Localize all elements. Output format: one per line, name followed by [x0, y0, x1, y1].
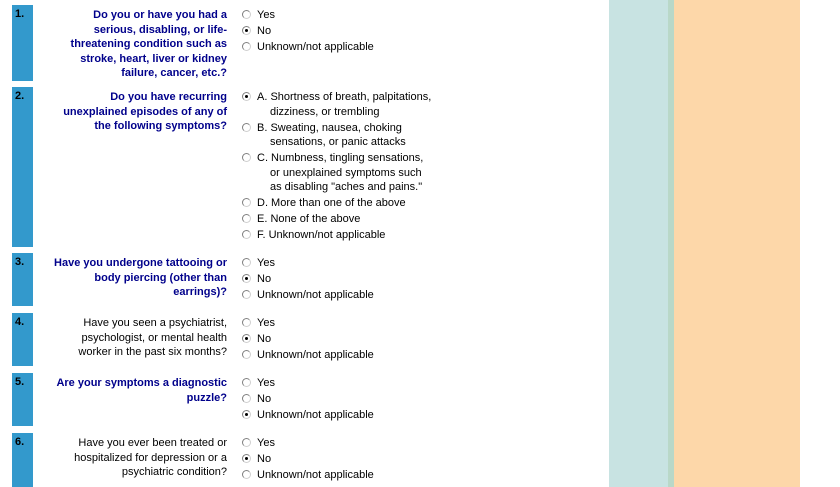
answer-option-label: Yes [257, 437, 275, 449]
answer-option-label: Unknown/not applicable [257, 349, 374, 361]
radio-unchecked-icon[interactable] [242, 470, 251, 479]
answer-option-label: No [257, 273, 272, 285]
radio-unchecked-icon[interactable] [242, 258, 251, 267]
answer-option[interactable] [242, 8, 482, 23]
question-text-line: threatening condition such as [70, 38, 227, 50]
question-text-line: worker in the past six months? [78, 346, 227, 358]
answer-options [242, 90, 482, 244]
question-number: 2. [12, 87, 33, 247]
radio-unchecked-icon[interactable] [242, 198, 251, 207]
question-text-line: Have you undergone tattooing or [54, 257, 227, 269]
answer-option-label: Unknown/not applicable [257, 469, 374, 481]
question-text-line: the following symptoms? [94, 120, 227, 132]
answer-option[interactable] [242, 332, 482, 347]
answer-option[interactable] [242, 316, 482, 331]
question-2 [0, 87, 600, 247]
question-number: 3. [12, 253, 33, 306]
side-column-teal [609, 0, 668, 487]
question-text-line: serious, disabling, or life- [93, 23, 227, 36]
answer-option-label: as disabling "aches and pains." [270, 181, 423, 193]
answer-option[interactable] [242, 212, 482, 227]
question-text-line: Are your symptoms a diagnostic [56, 377, 227, 389]
radio-checked-icon[interactable] [242, 334, 251, 343]
radio-checked-icon[interactable] [242, 26, 251, 35]
answer-option-label: Unknown/not applicable [257, 289, 374, 301]
radio-unchecked-icon[interactable] [242, 214, 251, 223]
answer-option-label: Unknown/not applicable [257, 409, 374, 421]
question-4 [0, 313, 600, 366]
answer-option-label: C. Numbness, tingling sensations, [257, 152, 424, 164]
question-6 [0, 433, 600, 487]
answer-option-label: B. Sweating, nausea, choking [257, 121, 402, 134]
question-text-line: Do you or have you had a [93, 9, 227, 21]
answer-option-label: A. Shortness of breath, palpitations, [257, 91, 432, 103]
question-number: 4. [12, 313, 33, 366]
answer-option-label: Yes [257, 257, 275, 269]
answer-option[interactable] [242, 348, 482, 363]
radio-unchecked-icon[interactable] [242, 438, 251, 447]
question-text-line: puzzle? [186, 391, 227, 404]
answer-option-label: No [257, 333, 272, 345]
question-text-line: earrings)? [173, 286, 227, 298]
answer-option[interactable] [242, 392, 482, 407]
question-text [38, 256, 227, 300]
answer-option-label: D. More than one of the above [257, 197, 406, 209]
radio-unchecked-icon[interactable] [242, 318, 251, 327]
answer-option-label: Yes [257, 317, 275, 329]
question-text-line: Have you ever been treated or [78, 437, 227, 449]
radio-checked-icon[interactable] [242, 274, 251, 283]
answer-option[interactable] [242, 272, 482, 287]
radio-checked-icon[interactable] [242, 92, 251, 101]
question-text [38, 316, 227, 360]
answer-option[interactable] [242, 436, 482, 451]
question-3 [0, 253, 600, 306]
radio-checked-icon[interactable] [242, 410, 251, 419]
question-5 [0, 373, 600, 426]
radio-unchecked-icon[interactable] [242, 378, 251, 387]
answer-option-label: Yes [257, 9, 275, 21]
answer-option[interactable] [242, 196, 482, 211]
answer-option[interactable] [242, 452, 482, 467]
answer-option[interactable] [242, 151, 482, 195]
radio-unchecked-icon[interactable] [242, 290, 251, 299]
answer-option[interactable] [242, 376, 482, 391]
question-text [38, 90, 227, 134]
answer-option-label: No [257, 453, 272, 465]
question-text-line: psychologist, or mental health [81, 331, 227, 344]
answer-option-label: No [257, 25, 272, 37]
answer-option[interactable] [242, 90, 482, 119]
question-text-line: body piercing (other than [94, 271, 227, 284]
answer-options [242, 8, 482, 56]
radio-unchecked-icon[interactable] [242, 10, 251, 19]
answer-option-label: or unexplained symptoms such [270, 166, 422, 179]
answer-options [242, 316, 482, 364]
question-text-line: psychiatric condition? [121, 466, 227, 478]
radio-unchecked-icon[interactable] [242, 153, 251, 162]
question-1 [0, 5, 600, 81]
question-text [38, 8, 227, 81]
question-number: 5. [12, 373, 33, 426]
answer-option[interactable] [242, 24, 482, 39]
answer-option[interactable] [242, 468, 482, 483]
question-text-line: hospitalized for depression or a [74, 451, 227, 464]
question-text-line: unexplained episodes of any of [63, 105, 227, 118]
answer-option-label: No [257, 393, 272, 405]
radio-checked-icon[interactable] [242, 454, 251, 463]
radio-unchecked-icon[interactable] [242, 123, 251, 132]
answer-option[interactable] [242, 288, 482, 303]
answer-option[interactable] [242, 40, 482, 55]
answer-options [242, 256, 482, 304]
answer-options [242, 376, 482, 424]
question-number: 6. [12, 433, 33, 487]
question-text-line: Have you seen a psychiatrist, [83, 317, 227, 329]
answer-option[interactable] [242, 121, 482, 150]
question-text [38, 376, 227, 405]
question-text-line: failure, cancer, etc.? [121, 67, 227, 79]
question-text-line: stroke, heart, liver or kidney [80, 52, 227, 65]
question-text [38, 436, 227, 480]
radio-unchecked-icon[interactable] [242, 350, 251, 359]
answer-option-label: Unknown/not applicable [257, 41, 374, 53]
answer-option[interactable] [242, 256, 482, 271]
radio-unchecked-icon[interactable] [242, 42, 251, 51]
answer-option-label: dizziness, or trembling [270, 105, 380, 118]
answer-option-label: sensations, or panic attacks [270, 136, 406, 148]
question-text-line: Do you have recurring [110, 91, 227, 103]
side-column-peach [674, 0, 800, 487]
radio-unchecked-icon[interactable] [242, 230, 251, 239]
answer-option-label: Yes [257, 377, 275, 389]
answer-option[interactable] [242, 408, 482, 423]
radio-unchecked-icon[interactable] [242, 394, 251, 403]
answer-option-label: E. None of the above [257, 213, 361, 225]
question-number: 1. [12, 5, 33, 81]
answer-option-label: F. Unknown/not applicable [257, 229, 386, 241]
answer-options [242, 436, 482, 484]
answer-option[interactable] [242, 228, 482, 243]
